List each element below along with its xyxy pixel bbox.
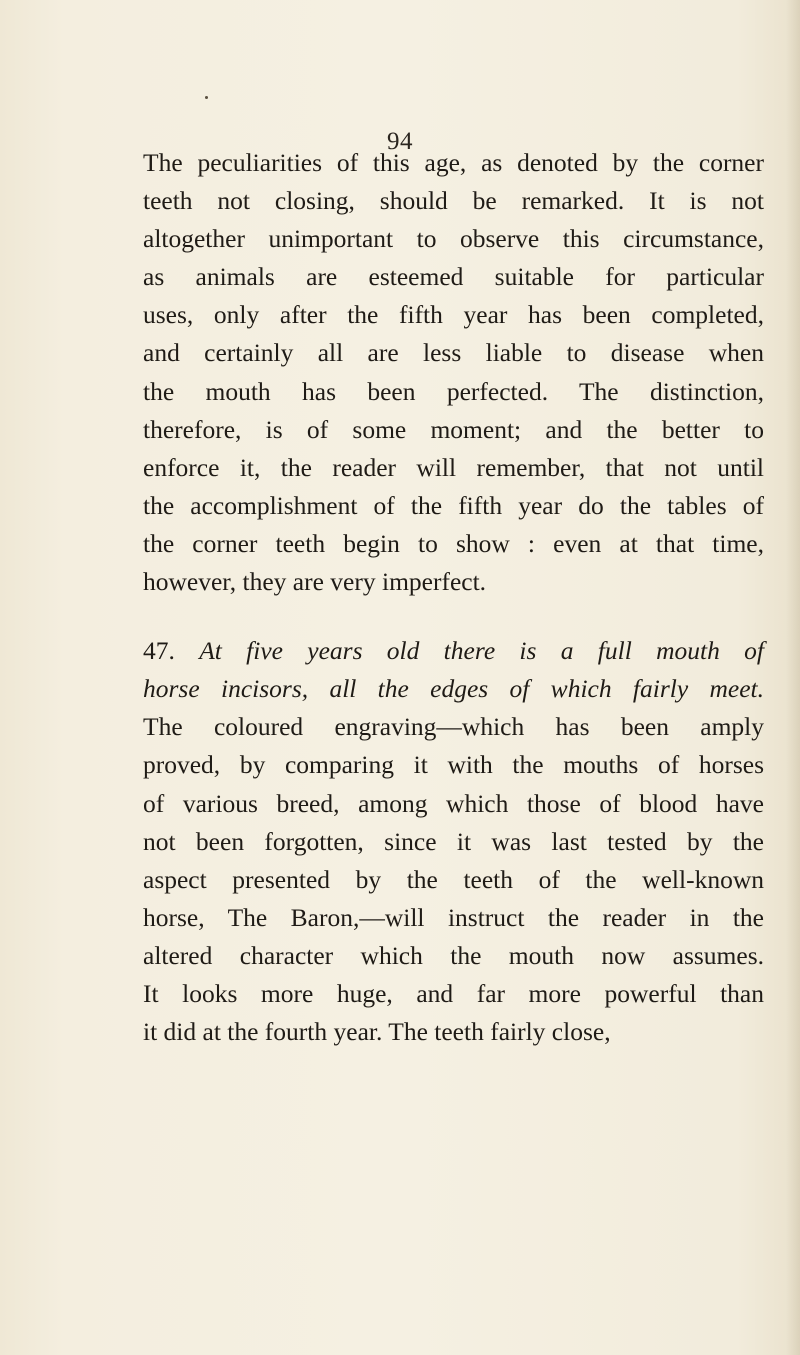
text-line: altogether unimportant to observe this circumstance, — [143, 224, 764, 254]
text-line: altered character which the mouth now assumes. — [143, 940, 764, 970]
text-line: The coloured engraving—which has been amply — [143, 712, 764, 742]
text-line: as animals are esteemed suitable for particular — [143, 262, 764, 292]
text-line: horse, The Baron,—will instruct the reader in the — [143, 902, 764, 932]
text-line: therefore, is of some moment; and the better to — [143, 414, 764, 444]
text-line: enforce it, the reader will remember, that not until — [143, 452, 764, 482]
paragraph-gap — [143, 601, 764, 632]
ink-speck — [205, 96, 208, 99]
page-edge-shadow — [786, 0, 800, 1355]
text-line: The peculiarities of this age, as denoted by the corner — [143, 148, 764, 177]
text-line: the corner teeth begin to show : even at that time, — [143, 528, 764, 558]
body-text — [143, 144, 764, 1051]
text-line: the mouth has been perfected. The distinction, — [143, 376, 764, 406]
text-line: teeth not closing, should be remarked. It is not — [143, 186, 764, 216]
text-line: however, they are very imperfect. — [143, 567, 487, 597]
text-line: proved, by comparing it with the mouths of horses — [143, 750, 764, 780]
text-line: It looks more huge, and far more powerful than — [143, 978, 764, 1008]
text-line: uses, only after the fifth year has been completed, — [143, 300, 764, 330]
section-heading-line: horse incisors, all the edges of which fairly meet. — [143, 674, 764, 704]
section-number: 47. — [143, 636, 175, 666]
text-line: and certainly all are less liable to disease when — [143, 338, 764, 368]
text-line: it did at the fourth year. The teeth fairly close, — [143, 1017, 611, 1047]
text-line: of various breed, among which those of blood have — [143, 788, 764, 818]
text-line: aspect presented by the teeth of the well-known — [143, 864, 764, 894]
section-heading: At five years old there is a full mouth of — [199, 636, 764, 666]
text-line: the accomplishment of the fifth year do the tables of — [143, 490, 764, 520]
page-number: 94 — [387, 128, 413, 155]
section-heading-line — [143, 632, 764, 670]
text-line: not been forgotten, since it was last tested by the — [143, 826, 764, 856]
